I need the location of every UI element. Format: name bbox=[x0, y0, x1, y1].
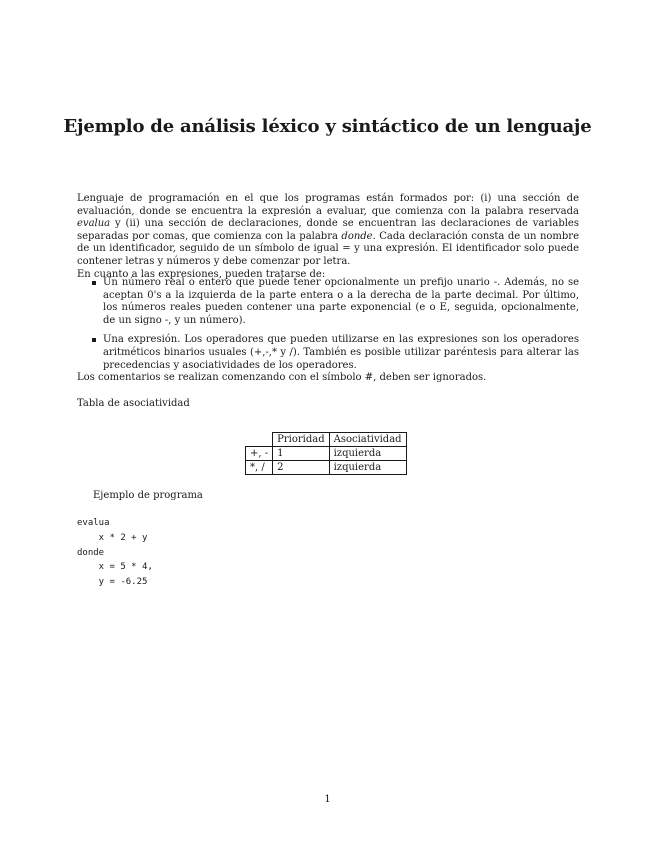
table-header-row bbox=[246, 433, 407, 447]
intro-text-c: . Cada declaración consta de un nombre de un identificador, seguido de un símbolo de igual = y una expresión. El identificador solo puede contener letras y números y debe comenzar por letra. bbox=[77, 230, 579, 267]
keyword-donde: donde bbox=[341, 230, 373, 242]
page-title: Ejemplo de análisis léxico y sintáctico de un lenguaje bbox=[63, 116, 592, 137]
intro-text-a: Lenguaje de programación en el que los programas están formados por: (i) una sección de evaluación, donde se encuentra la expresión a evaluar, que comienza con la palabra reservada bbox=[77, 193, 579, 217]
table-header-priority: Prioridad bbox=[273, 433, 329, 447]
table-cell-operator: *, / bbox=[246, 461, 273, 475]
table-caption: Tabla de asociatividad bbox=[77, 398, 190, 409]
table-cell-priority: 2 bbox=[273, 461, 329, 475]
list-item-text: Una expresión. Los operadores que pueden utilizarse en las expresiones son los operadores aritméticos binarios usuales (+,-,* y /). También es posible utilizar paréntesis para alterar las precedencias y asociatividades de los operadores. bbox=[103, 334, 579, 371]
associativity-table bbox=[245, 432, 407, 475]
comments-paragraph: Los comentarios se realizan comenzando con el símbolo #, deben ser ignorados. bbox=[77, 372, 487, 383]
table-header-associativity: Asociatividad bbox=[329, 433, 406, 447]
table-cell-operator: +, - bbox=[246, 447, 273, 461]
code-line: evalua bbox=[77, 518, 110, 528]
page-number: 1 bbox=[324, 794, 331, 805]
table-cell-associativity: izquierda bbox=[329, 461, 406, 475]
expression-list bbox=[77, 277, 579, 379]
code-line: x = 5 * 4, bbox=[77, 562, 153, 573]
list-item bbox=[77, 334, 579, 372]
table-row bbox=[246, 447, 407, 461]
code-line: x * 2 + y bbox=[77, 532, 148, 543]
intro-paragraph bbox=[77, 193, 579, 269]
bullet-icon bbox=[92, 338, 96, 342]
list-item-text: Un número real o entero que puede tener opcionalmente un prefijo unario -. Además, no se aceptan 0's a la izquierda de la parte entera o a la derecha de la parte decimal. Por último, los números reales pueden contener una parte exponencial (e o E, seguida, opcionalmente, de un signo -, y un número). bbox=[103, 277, 579, 326]
list-item bbox=[77, 277, 579, 327]
code-example bbox=[77, 516, 153, 590]
intro-text-b: y (ii) una sección de declaraciones, donde se encuentran las declaraciones de variables separadas por comas, que comienza con la palabra bbox=[77, 218, 579, 242]
code-line: donde bbox=[77, 547, 105, 558]
table-cell-associativity: izquierda bbox=[329, 447, 406, 461]
table-corner-cell bbox=[246, 433, 273, 447]
code-line: y = -6.25 bbox=[77, 577, 148, 588]
expressions-intro: En cuanto a las expresiones, pueden tratarse de: bbox=[77, 268, 326, 280]
keyword-evalua: evalua bbox=[77, 218, 111, 230]
example-caption: Ejemplo de programa bbox=[93, 490, 203, 501]
bullet-icon bbox=[92, 281, 96, 285]
table-cell-priority: 1 bbox=[273, 447, 329, 461]
intro-section bbox=[77, 193, 579, 281]
table-row bbox=[246, 461, 407, 475]
